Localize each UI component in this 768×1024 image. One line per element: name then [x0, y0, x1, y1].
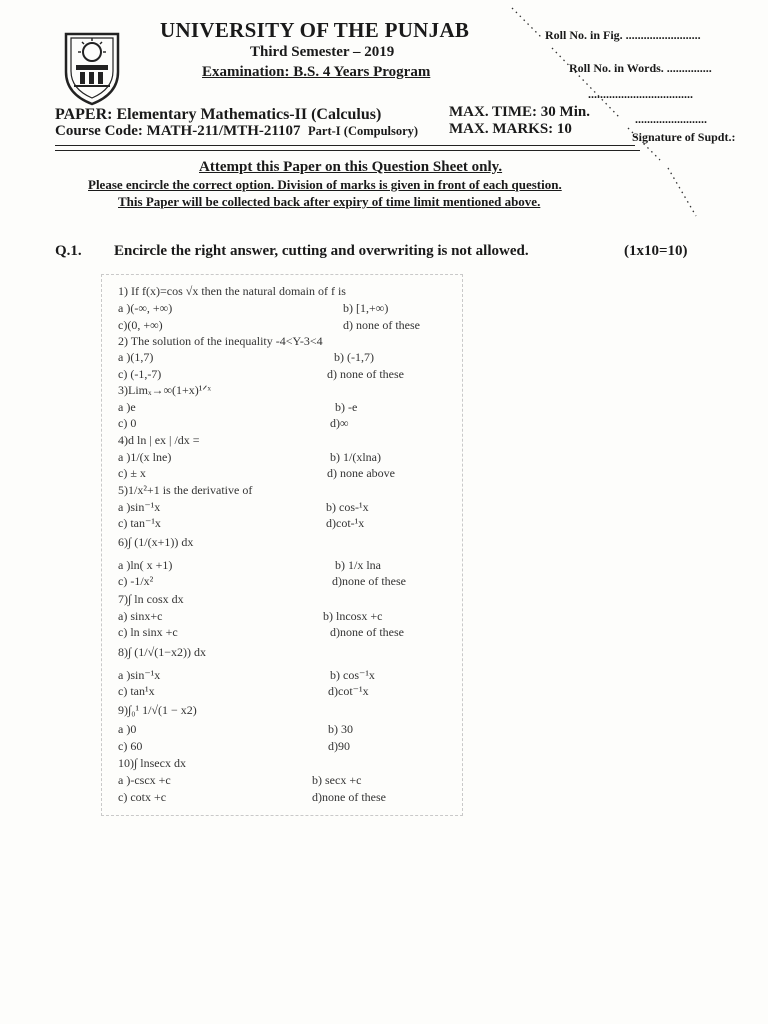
semester-label: Third Semester – 2019	[250, 44, 395, 60]
signature-dots: ........................	[635, 112, 707, 126]
examination-label: Examination: B.S. 4 Years Program	[202, 64, 431, 80]
mcq-2-option-b[interactable]: b) (-1,7)	[334, 350, 374, 364]
mcq-4-option-d[interactable]: d) none above	[327, 466, 395, 480]
roll-number-figure: Roll No. in Fig. .........................	[545, 28, 701, 42]
mcq-6-option-d[interactable]: d)none of these	[332, 574, 406, 588]
mcq-7-option-c[interactable]: c) ln sinx +c	[118, 625, 178, 639]
mcq-5-option-b[interactable]: b) cos-¹x	[326, 500, 369, 514]
mcq-10-question: 10)∫ lnsecx dx	[118, 756, 186, 770]
mcq-7-option-d[interactable]: d)none of these	[330, 625, 404, 639]
mcq-4-option-b[interactable]: b) 1/(xlna)	[330, 450, 381, 464]
paper-part: Part-I (Compulsory)	[308, 124, 419, 138]
instruction-line-3: This Paper will be collected back after expiry of time limit mentioned above.	[118, 194, 541, 209]
mcq-6-option-c[interactable]: c) -1/x²	[118, 574, 154, 588]
mcq-6-option-b[interactable]: b) 1/x lna	[335, 558, 381, 572]
mcq-4-question: 4)d ln | ex | /dx =	[118, 433, 200, 447]
roll-number-dots: ...................................	[588, 87, 693, 101]
max-time: MAX. TIME: 30 Min.	[449, 104, 590, 120]
mcq-2-option-c[interactable]: c) (-1,-7)	[118, 367, 162, 381]
question-number: Q.1.	[55, 243, 82, 259]
mcq-6-question: 6)∫ (1/(x+1)) dx	[118, 535, 194, 549]
mcq-4-option-a[interactable]: a )1/(x lne)	[118, 450, 172, 464]
instruction-line-2: Please encircle the correct option. Division of marks is given in front of each question.	[88, 177, 562, 192]
mcq-8-option-b[interactable]: b) cos⁻¹x	[330, 668, 375, 682]
mcq-1-option-d[interactable]: d) none of these	[343, 318, 420, 332]
header-divider-top	[55, 145, 635, 146]
question-instruction: Encircle the right answer, cutting and overwriting is not allowed.	[114, 243, 529, 259]
mcq-2-option-a[interactable]: a )(1,7)	[118, 350, 154, 364]
paper-title: PAPER: Elementary Mathematics-II (Calculus)	[55, 106, 382, 123]
course-code: Course Code: MATH-211/MTH-21107	[55, 123, 301, 139]
mcq-9-option-d[interactable]: d)90	[328, 739, 350, 753]
mcq-3-option-d[interactable]: d)∞	[330, 416, 349, 430]
mcq-3-question: 3)Limₓ→∞(1+x)¹ᐟˣ	[118, 383, 211, 397]
header-divider-bottom	[55, 150, 640, 151]
mcq-10-option-a[interactable]: a )-cscx +c	[118, 773, 171, 787]
instruction-line-1: Attempt this Paper on this Question Sheet only.	[199, 159, 503, 175]
mcq-4-option-c[interactable]: c) ± x	[118, 466, 146, 480]
mcq-5-option-c[interactable]: c) tan⁻¹x	[118, 516, 161, 530]
mcq-3-option-c[interactable]: c) 0	[118, 416, 137, 430]
mcq-1-question: 1) If f(x)=cos √x then the natural domain of f is	[118, 284, 346, 298]
mcq-3-option-a[interactable]: a )e	[118, 400, 136, 414]
mcq-10-option-d[interactable]: d)none of these	[312, 790, 386, 804]
mcq-2-question: 2) The solution of the inequality -4<Y-3<4	[118, 334, 323, 348]
mcq-5-question: 5)1/x²+1 is the derivative of	[118, 483, 253, 497]
mcq-3-option-b[interactable]: b) -e	[335, 400, 358, 414]
mcq-7-option-b[interactable]: b) lncosx +c	[323, 609, 383, 623]
university-name: UNIVERSITY OF THE PUNJAB	[160, 18, 470, 42]
mcq-9-option-a[interactable]: a )0	[118, 722, 137, 736]
mcq-9-option-b[interactable]: b) 30	[328, 722, 353, 736]
mcq-9-option-c[interactable]: c) 60	[118, 739, 143, 753]
mcq-6-option-a[interactable]: a )ln( x +1)	[118, 558, 173, 572]
mcq-8-option-a[interactable]: a )sin⁻¹x	[118, 668, 161, 682]
mcq-7-question: 7)∫ ln cosx dx	[118, 592, 184, 606]
mcq-9-question: 9)∫₀¹ 1/√(1 − x2)	[118, 703, 197, 717]
mcq-8-question: 8)∫ (1/√(1−x2)) dx	[118, 645, 206, 659]
mcq-1-option-a[interactable]: a )(-∞, +∞)	[118, 301, 173, 315]
university-crest-icon	[60, 24, 124, 106]
mcq-5-option-d[interactable]: d)cot-¹x	[326, 516, 365, 530]
mcq-2-option-d[interactable]: d) none of these	[327, 367, 404, 381]
question-marks: (1x10=10)	[624, 243, 688, 259]
mcq-8-option-d[interactable]: d)cot⁻¹x	[328, 684, 369, 698]
course-code-line	[55, 123, 418, 140]
mcq-8-option-c[interactable]: c) tan¹x	[118, 684, 155, 698]
mcq-1-option-c[interactable]: c)(0, +∞)	[118, 318, 163, 332]
roll-number-words: Roll No. in Words. ...............	[569, 61, 712, 75]
mcq-10-option-b[interactable]: b) secx +c	[312, 773, 362, 787]
signature-label: Signature of Supdt.:	[632, 130, 736, 144]
mcq-10-option-c[interactable]: c) cotx +c	[118, 790, 167, 804]
mcq-1-option-b[interactable]: b) [1,+∞)	[343, 301, 389, 315]
max-marks: MAX. MARKS: 10	[449, 121, 572, 137]
mcq-5-option-a[interactable]: a )sin⁻¹x	[118, 500, 161, 514]
mcq-7-option-a[interactable]: a) sinx+c	[118, 609, 163, 623]
